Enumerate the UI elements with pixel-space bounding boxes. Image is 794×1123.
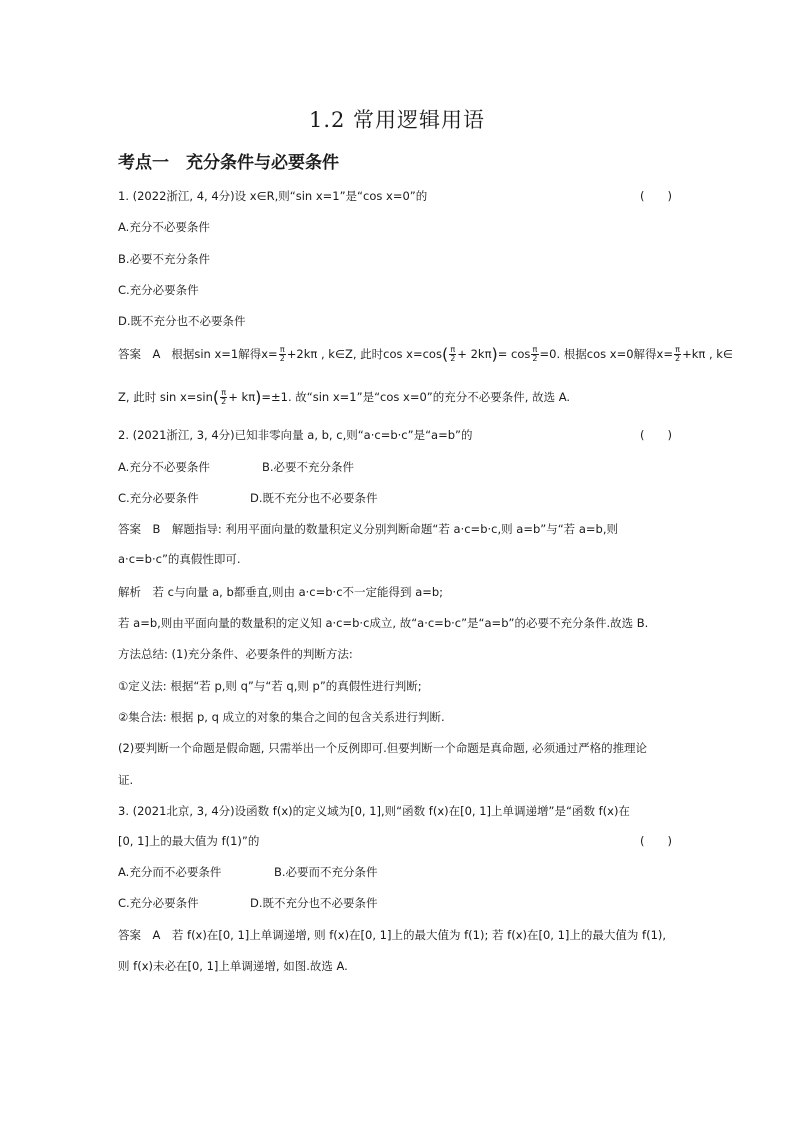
fraction [279, 346, 286, 363]
q1-answer-text: + 2kπ [457, 347, 492, 361]
q2-option-d: D.既不充分也不必要条件 [250, 491, 378, 505]
q1-answer-text: +2kπ , k∈Z, 此时cos x=cos [286, 347, 442, 361]
q3-answer-line-2: 则 f(x)未必在[0, 1]上单调递增, 如图.故选 A. [118, 959, 348, 973]
page-title: 1.2 常用逻辑用语 [308, 108, 486, 132]
q2-method-1: ①定义法: 根据“若 p,则 q”与“若 q,则 p”的真假性进行判断; [118, 679, 422, 693]
q2-analysis-line-2: 若 a=b,则由平面向量的数量积的定义知 a·c=b·c成立, 故“a·c=b·c”是“a=b”的必要不充分条件.故选 B. [118, 616, 649, 630]
q3-option-d: D.既不充分也不必要条件 [250, 896, 378, 910]
q2-answer-line-1: 答案 B 解题指导: 利用平面向量的数量积定义分别判断命题“若 a·c=b·c,则 a=b”与“若 a=b,则 [118, 522, 618, 536]
q1-answer-text: 根据sin x=1解得 [171, 347, 262, 361]
q2-method-summary: 方法总结: (1)充分条件、必要条件的判断方法: [118, 647, 353, 661]
q1-answer-text: + kπ [228, 390, 256, 404]
fraction [531, 346, 538, 363]
q2-option-c: C.充分必要条件 [118, 491, 199, 505]
q3-answer-blank: ( ) [640, 834, 672, 848]
fraction-denominator: 2 [532, 354, 538, 363]
fraction-numerator: π [675, 345, 680, 354]
q1-answer-blank: ( ) [640, 189, 672, 203]
section-heading: 考点一 充分条件与必要条件 [118, 153, 339, 173]
q1-option-a: A.充分不必要条件 [118, 220, 210, 234]
fraction-numerator: π [279, 345, 285, 354]
q2-method-2: ②集合法: 根据 p, q 成立的对象的集合之间的包含关系进行判断. [118, 710, 445, 724]
fraction [674, 346, 681, 363]
q1-answer-text: +kπ , k∈ [682, 347, 733, 361]
fraction-numerator: π [450, 345, 456, 354]
q1-option-d: D.既不充分也不必要条件 [118, 314, 246, 328]
q1-answer-text: x= [656, 347, 673, 361]
q1-answer-text: x= [261, 347, 278, 361]
q1-answer-line-2 [118, 389, 570, 406]
q1-answer-label: 答案 A [118, 347, 161, 361]
q1-answer-text: Z, 此时 sin x=sin [118, 390, 213, 404]
q1-option-b: B.必要不充分条件 [118, 252, 211, 266]
q2-method-3: (2)要判断一个命题是假命题, 只需举出一个反例即可.但要判断一个命题是真命题, 必须通过严格的推理论 [118, 741, 648, 755]
q2-stem: 2. (2021浙江, 3, 4分)已知非零向量 a, b, c,则“a·c=b·c”是“a=b”的 [118, 428, 473, 442]
q2-analysis-line-1: 解析 若 c与向量 a, b都垂直,则由 a·c=b·c不一定能得到 a=b; [118, 585, 444, 599]
q3-stem-line-2: [0, 1]上的最大值为 f(1)”的 [118, 834, 260, 848]
q1-answer-text: = cos [497, 347, 531, 361]
fraction-denominator: 2 [221, 397, 227, 406]
q1-stem: 1. (2022浙江, 4, 4分)设 x∈R,则“sin x=1”是“cos x=0”的 [118, 189, 428, 203]
right-paren: ) [491, 344, 498, 364]
q3-option-c: C.充分必要条件 [118, 896, 199, 910]
q3-stem-line-1: 3. (2021北京, 3, 4分)设函数 f(x)的定义域为[0, 1],则“函数 f(x)在[0, 1]上单调递增”是“函数 f(x)在 [118, 804, 630, 818]
q2-method-3-cont: 证. [118, 773, 134, 787]
q3-option-a: A.充分而不必要条件 [118, 865, 222, 879]
fraction-denominator: 2 [674, 354, 681, 363]
q3-answer-line-1: 答案 A 若 f(x)在[0, 1]上单调递增, 则 f(x)在[0, 1]上的最大值为 f(1); 若 f(x)在[0, 1]上的最大值为 f(1), [118, 928, 667, 942]
q1-answer-text: =0. 根据cos x=0解得 [539, 347, 657, 361]
right-paren: ) [255, 387, 262, 407]
left-paren: ( [441, 344, 449, 364]
q2-option-b: B.必要不充分条件 [262, 460, 355, 474]
fraction [449, 346, 456, 363]
q3-option-b: B.必要而不充分条件 [274, 865, 378, 879]
fraction-numerator: π [532, 345, 538, 354]
fraction-denominator: 2 [279, 354, 285, 363]
fraction-numerator: π [221, 388, 227, 397]
q1-answer-line-1 [118, 346, 733, 363]
q2-answer-blank: ( ) [640, 428, 672, 442]
q1-answer-text: =±1. 故“sin x=1”是“cos x=0”的充分不必要条件, 故选 A. [261, 390, 571, 404]
q1-option-c: C.充分必要条件 [118, 283, 199, 297]
q2-answer-line-2: a·c=b·c”的真假性即可. [118, 552, 241, 566]
q2-option-a: A.充分不必要条件 [118, 460, 210, 474]
fraction-denominator: 2 [450, 354, 456, 363]
fraction [220, 389, 227, 406]
left-paren: ( [212, 387, 220, 407]
